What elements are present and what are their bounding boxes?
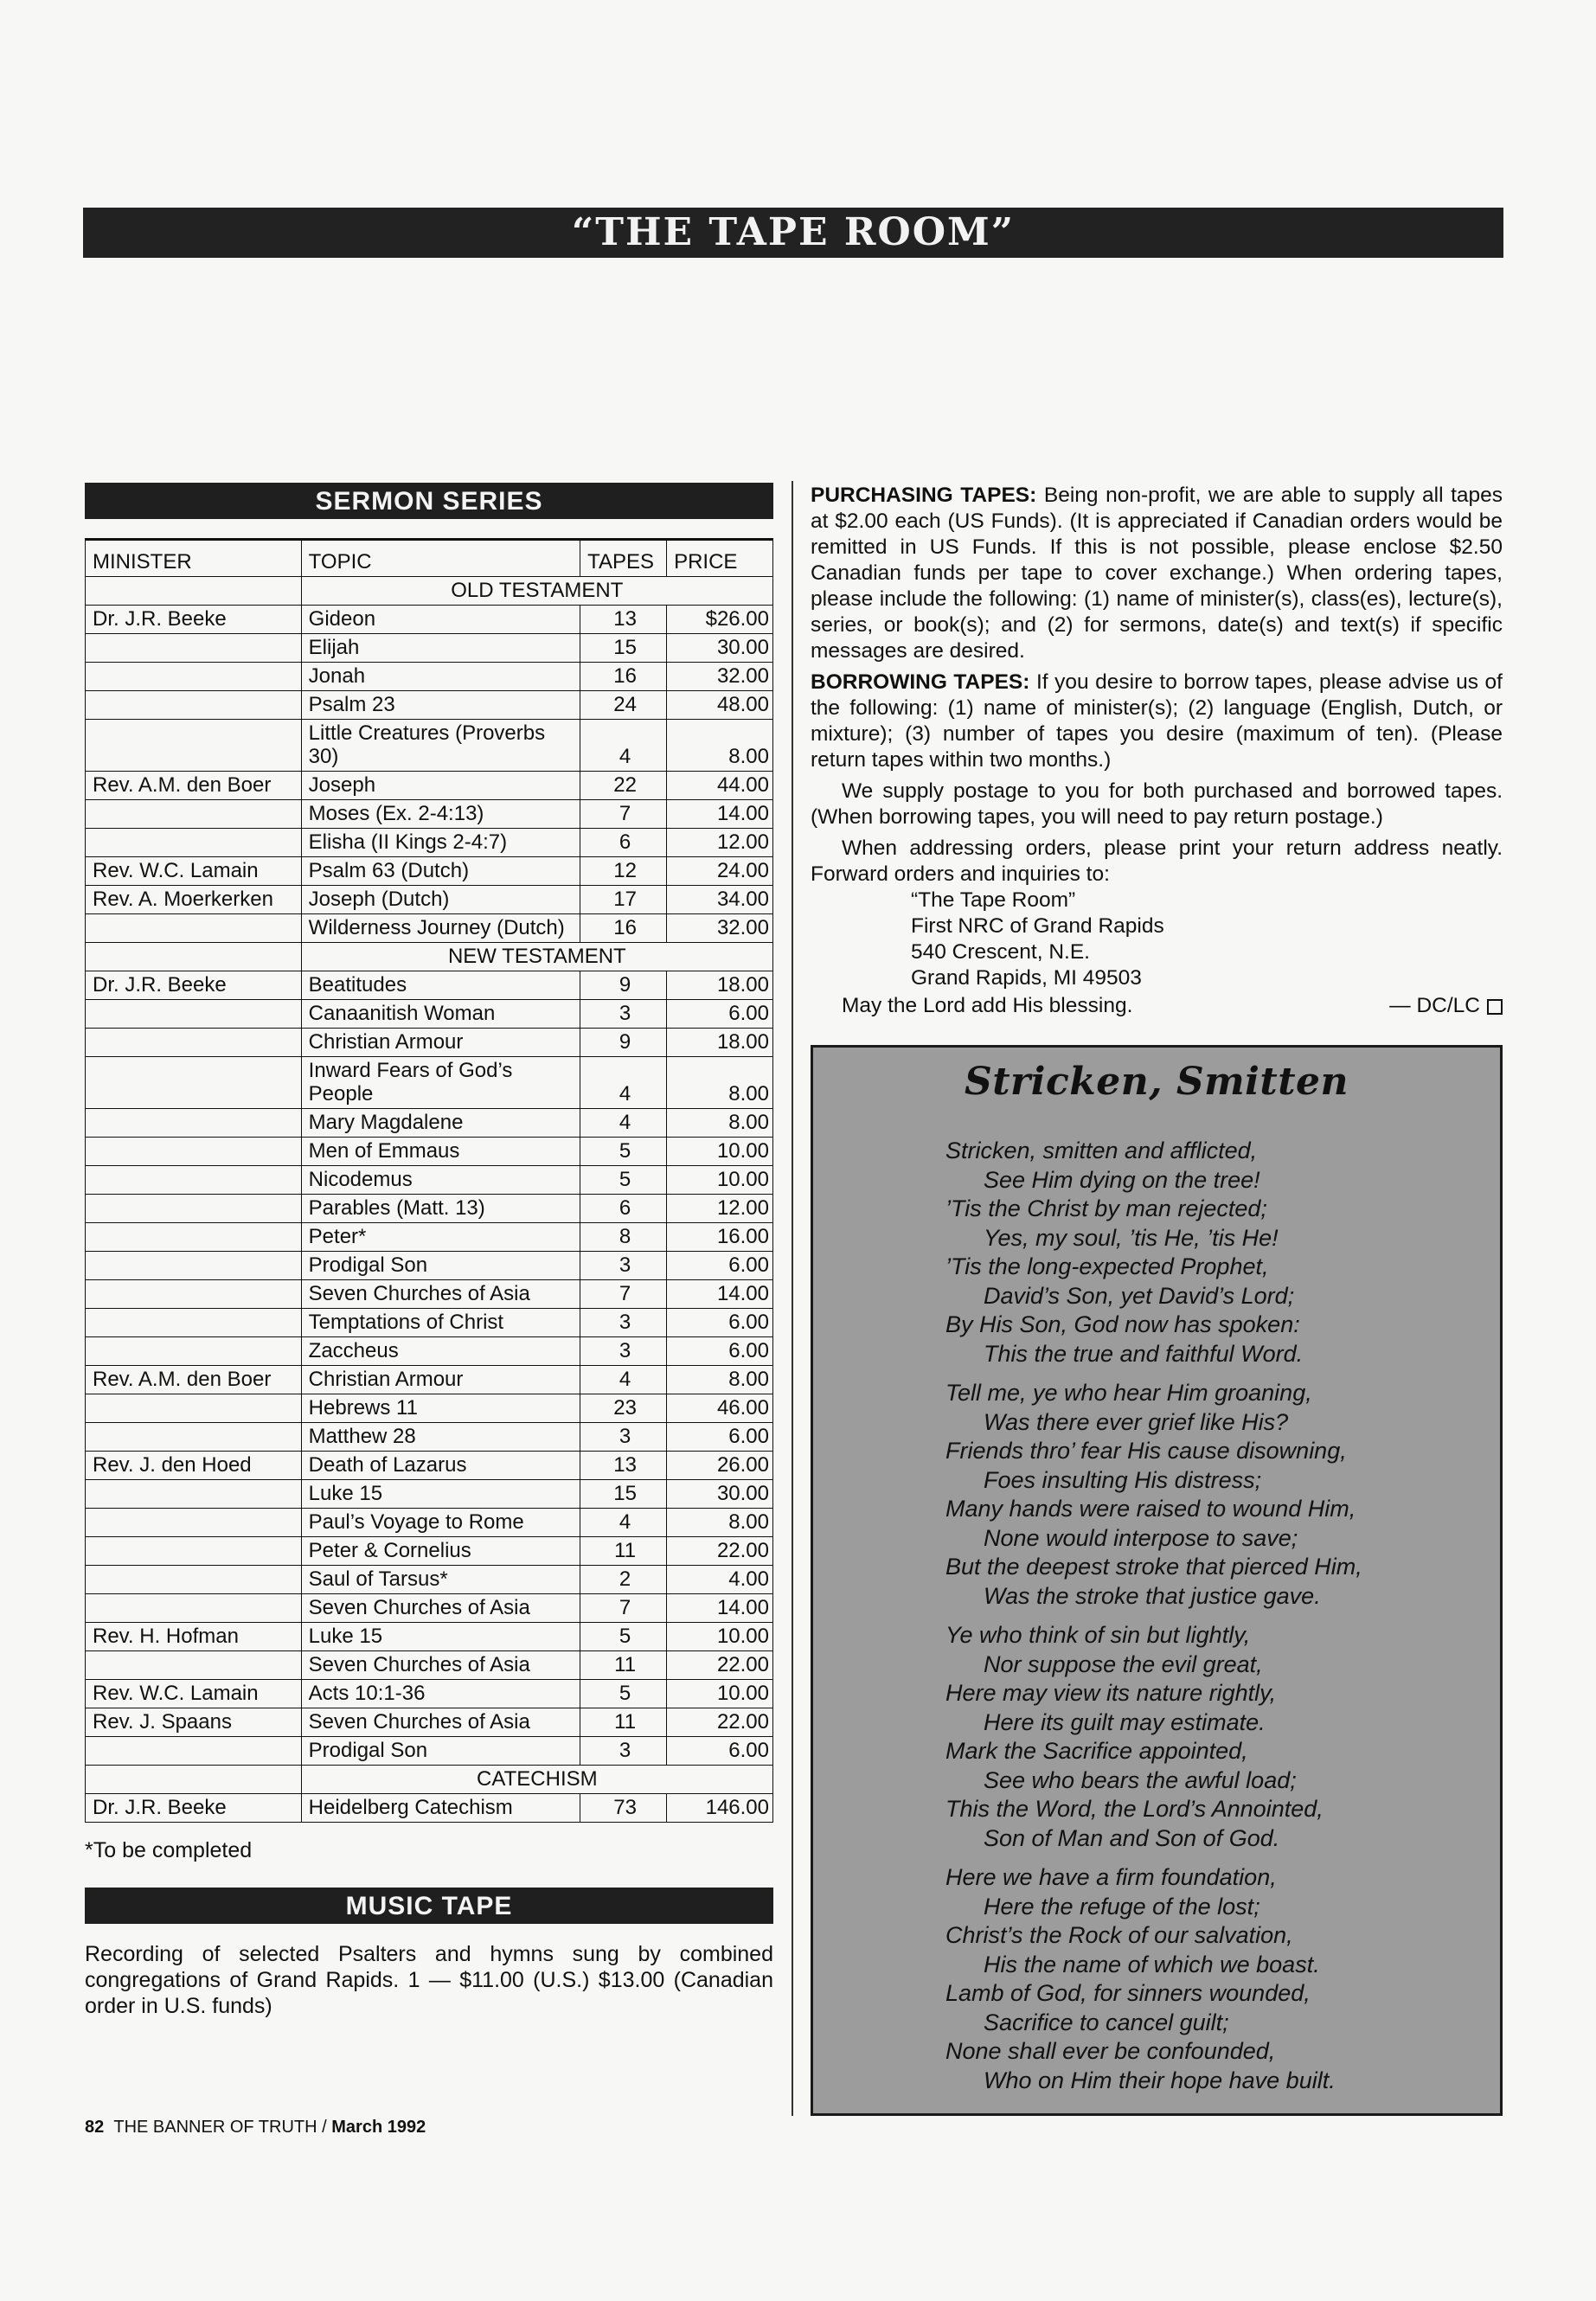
poem-stanza — [945, 1621, 1500, 1853]
tapes-cell: 4 — [580, 720, 667, 772]
sermon-series-table — [85, 538, 773, 1823]
poem-title: Stricken, Smitten — [964, 1060, 1349, 1104]
borrowing-text: If you desire to borrow tapes, please advise us of the following: (1) name of minister(s); (2) language (English, Dutch, or mixture); (3) number of tapes you desire (maximum of ten). (Please return tapes within two months.) — [811, 670, 1503, 772]
minister-cell — [86, 1337, 302, 1366]
section-title: NEW TESTAMENT — [301, 943, 772, 971]
price-cell: 8.00 — [667, 1109, 773, 1138]
table-body — [86, 577, 773, 1823]
price-cell: 18.00 — [667, 1029, 773, 1057]
tapes-cell: 5 — [580, 1623, 667, 1651]
minister-cell — [86, 1029, 302, 1057]
topic-cell: Joseph (Dutch) — [301, 886, 580, 914]
left-column — [85, 483, 773, 2019]
poem-stanza — [945, 1379, 1500, 1611]
tapes-cell: 13 — [580, 606, 667, 634]
tapes-cell: 9 — [580, 1029, 667, 1057]
address-paragraph: When addressing orders, please print your return address neatly. Forward orders and inquiries to: — [811, 836, 1503, 886]
minister-cell — [86, 1057, 302, 1109]
topic-cell: Acts 10:1-36 — [301, 1680, 580, 1708]
price-cell: 32.00 — [667, 663, 773, 691]
minister-cell: Rev. J. den Hoed — [86, 1452, 302, 1480]
table-row — [86, 1423, 773, 1452]
price-cell: 44.00 — [667, 772, 773, 800]
minister-cell: Rev. A.M. den Boer — [86, 772, 302, 800]
minister-cell — [86, 691, 302, 720]
column-header-price: PRICE — [667, 540, 773, 577]
table-row — [86, 1708, 773, 1737]
minister-cell — [86, 1509, 302, 1537]
price-cell: 12.00 — [667, 1195, 773, 1223]
tapes-cell: 12 — [580, 857, 667, 886]
tapes-cell: 22 — [580, 772, 667, 800]
signature: — DC/LC — [1389, 994, 1480, 1017]
table-row — [86, 772, 773, 800]
poem-line: This the true and faithful Word. — [984, 1340, 1304, 1367]
price-cell: 8.00 — [667, 720, 773, 772]
table-row — [86, 720, 773, 772]
topic-cell: Peter & Cornelius — [301, 1537, 580, 1566]
minister-cell: Dr. J.R. Beeke — [86, 606, 302, 634]
postage-paragraph: We supply postage to you for both purchased and borrowed tapes. (When borrowing tapes, you will need to pay return postage.) — [811, 779, 1503, 829]
section-spacer — [86, 1766, 302, 1794]
music-tape-description: Recording of selected Psalters and hymns sung by combined congregations of Grand Rapids. 1 — $11.00 (U.S.) $13.00 (Canadian order in U.S. funds) — [85, 1942, 773, 2018]
borrowing-paragraph — [811, 670, 1503, 773]
table-header-row — [86, 540, 773, 577]
price-cell: 34.00 — [667, 886, 773, 914]
table-row — [86, 1794, 773, 1823]
purchasing-text: Being non-profit, we are able to supply all tapes at $2.00 each (US Funds). (It is appreciated if Canadian orders would be remitted in US Funds. If this is not possible, please enclose $2.50 Canadian funds per tape to cover exchange.) When ordering tapes, please include the following: (1) name of minister(s), class(es), lecture(s), series, or book(s); and (2) for sermons, date(s) and text(s) if specific messages are desired. — [811, 484, 1503, 663]
poem-line: Lamb of God, for sinners wounded, — [945, 1980, 1311, 2006]
price-cell: 8.00 — [667, 1509, 773, 1537]
poem-body — [945, 1137, 1500, 2095]
minister-cell — [86, 1537, 302, 1566]
topic-cell: Wilderness Journey (Dutch) — [301, 914, 580, 943]
minister-cell: Rev. H. Hofman — [86, 1623, 302, 1651]
price-cell: 14.00 — [667, 1280, 773, 1309]
end-mark-icon — [1487, 999, 1503, 1015]
poem-line: Foes insulting His distress; — [984, 1466, 1262, 1493]
address-line: “The Tape Room” — [911, 888, 1076, 912]
tapes-cell: 15 — [580, 1480, 667, 1509]
topic-cell: Seven Churches of Asia — [301, 1651, 580, 1680]
poem-line: Here its guilt may estimate. — [984, 1708, 1266, 1735]
tapes-cell: 4 — [580, 1109, 667, 1138]
poem-line: See who bears the awful load; — [984, 1766, 1297, 1793]
table-row — [86, 1223, 773, 1252]
music-tape-heading: MUSIC TAPE — [85, 1888, 773, 1924]
topic-cell: Saul of Tarsus* — [301, 1566, 580, 1594]
poem-line: Christ’s the Rock of our salvation, — [945, 1922, 1293, 1948]
table-row — [86, 1651, 773, 1680]
page-number: 82 — [85, 2118, 105, 2137]
closing-blessing: May the Lord add His blessing. — [842, 994, 1133, 1017]
tapes-cell: 3 — [580, 1309, 667, 1337]
tapes-cell: 16 — [580, 663, 667, 691]
address-line: First NRC of Grand Rapids — [911, 914, 1164, 938]
column-header-minister: MINISTER — [86, 540, 302, 577]
minister-cell — [86, 1195, 302, 1223]
poem-line: By His Son, God now has spoken: — [945, 1311, 1300, 1337]
tapes-cell: 3 — [580, 1423, 667, 1452]
sermon-series-heading: SERMON SERIES — [85, 483, 773, 519]
tapes-cell: 4 — [580, 1057, 667, 1109]
minister-cell: Dr. J.R. Beeke — [86, 971, 302, 1000]
price-cell: 8.00 — [667, 1057, 773, 1109]
topic-cell: Hebrews 11 — [301, 1394, 580, 1423]
table-row — [86, 1280, 773, 1309]
closing-line — [811, 993, 1503, 1019]
tapes-cell: 3 — [580, 1337, 667, 1366]
tapes-cell: 3 — [580, 1737, 667, 1766]
table-row — [86, 1566, 773, 1594]
table-row — [86, 1138, 773, 1166]
price-cell: 22.00 — [667, 1708, 773, 1737]
minister-cell: Rev. W.C. Lamain — [86, 857, 302, 886]
poem-line: ’Tis the long-expected Prophet, — [945, 1253, 1269, 1279]
section-spacer — [86, 943, 302, 971]
page-title-banner: “THE TAPE ROOM” — [83, 208, 1503, 258]
price-cell: 12.00 — [667, 829, 773, 857]
topic-cell: Death of Lazarus — [301, 1452, 580, 1480]
minister-cell — [86, 1109, 302, 1138]
poem-line: Tell me, ye who hear Him groaning, — [945, 1380, 1312, 1406]
minister-cell — [86, 663, 302, 691]
price-cell: 146.00 — [667, 1794, 773, 1823]
price-cell: 6.00 — [667, 1000, 773, 1029]
poem-line: None would interpose to save; — [984, 1524, 1298, 1551]
poem-line: Here we have a firm foundation, — [945, 1864, 1277, 1890]
table-row — [86, 829, 773, 857]
address-line: 540 Crescent, N.E. — [911, 940, 1090, 964]
price-cell: 14.00 — [667, 1594, 773, 1623]
purchasing-paragraph — [811, 483, 1503, 664]
tapes-cell: 15 — [580, 634, 667, 663]
tapes-cell: 16 — [580, 914, 667, 943]
poem-line: Many hands were raised to wound Him, — [945, 1496, 1356, 1522]
table-row — [86, 1166, 773, 1195]
tapes-cell: 13 — [580, 1452, 667, 1480]
poem-line: Mark the Sacrifice appointed, — [945, 1738, 1248, 1764]
table-row — [86, 1509, 773, 1537]
minister-cell — [86, 914, 302, 943]
minister-cell — [86, 720, 302, 772]
minister-cell — [86, 1000, 302, 1029]
price-cell: 10.00 — [667, 1680, 773, 1708]
price-cell: 10.00 — [667, 1166, 773, 1195]
topic-cell: Men of Emmaus — [301, 1138, 580, 1166]
topic-cell: Christian Armour — [301, 1366, 580, 1394]
footnote: *To be completed — [85, 1838, 253, 1862]
address-line: Grand Rapids, MI 49503 — [911, 966, 1142, 990]
minister-cell — [86, 1594, 302, 1623]
price-cell: 8.00 — [667, 1366, 773, 1394]
table-row — [86, 1594, 773, 1623]
table-row — [86, 1309, 773, 1337]
poem-line: See Him dying on the tree! — [984, 1166, 1260, 1193]
section-row — [86, 943, 773, 971]
table-row — [86, 800, 773, 829]
minister-cell — [86, 634, 302, 663]
price-cell: 4.00 — [667, 1566, 773, 1594]
poem-line: Was the stroke that justice gave. — [984, 1582, 1321, 1609]
tapes-cell: 24 — [580, 691, 667, 720]
tapes-cell: 4 — [580, 1509, 667, 1537]
topic-cell: Gideon — [301, 606, 580, 634]
poem-stanza — [945, 1863, 1500, 2095]
section-spacer — [86, 577, 302, 606]
topic-cell: Luke 15 — [301, 1623, 580, 1651]
topic-cell: Nicodemus — [301, 1166, 580, 1195]
minister-cell — [86, 1138, 302, 1166]
minister-cell — [86, 1651, 302, 1680]
tapes-cell: 2 — [580, 1566, 667, 1594]
topic-cell: Seven Churches of Asia — [301, 1594, 580, 1623]
minister-cell: Rev. A. Moerkerken — [86, 886, 302, 914]
topic-cell: Parables (Matt. 13) — [301, 1195, 580, 1223]
topic-cell: Jonah — [301, 663, 580, 691]
tapes-cell: 6 — [580, 1195, 667, 1223]
topic-cell: Beatitudes — [301, 971, 580, 1000]
price-cell: 14.00 — [667, 800, 773, 829]
section-title: CATECHISM — [301, 1766, 772, 1794]
table-row — [86, 1337, 773, 1366]
minister-cell — [86, 1280, 302, 1309]
tapes-cell: 3 — [580, 1000, 667, 1029]
minister-cell — [86, 800, 302, 829]
table-row — [86, 1452, 773, 1480]
borrowing-label: BORROWING TAPES: — [811, 670, 1030, 694]
poem-line: His the name of which we boast. — [984, 1951, 1320, 1977]
price-cell: 32.00 — [667, 914, 773, 943]
table-row — [86, 857, 773, 886]
minister-cell — [86, 1309, 302, 1337]
tapes-cell: 4 — [580, 1366, 667, 1394]
topic-cell: Mary Magdalene — [301, 1109, 580, 1138]
tapes-cell: 7 — [580, 1280, 667, 1309]
poem-line: Son of Man and Son of God. — [984, 1824, 1280, 1851]
topic-cell: Seven Churches of Asia — [301, 1280, 580, 1309]
topic-cell: Peter* — [301, 1223, 580, 1252]
topic-cell: Canaanitish Woman — [301, 1000, 580, 1029]
price-cell: 16.00 — [667, 1223, 773, 1252]
tapes-cell: 6 — [580, 829, 667, 857]
table-row — [86, 1252, 773, 1280]
poem-line: Nor suppose the evil great, — [984, 1650, 1263, 1677]
price-cell: 24.00 — [667, 857, 773, 886]
tapes-cell: 3 — [580, 1252, 667, 1280]
poem-line: None shall ever be confounded, — [945, 2038, 1276, 2064]
section-row — [86, 577, 773, 606]
poem-line: ’Tis the Christ by man rejected; — [945, 1195, 1267, 1221]
topic-cell: Paul’s Voyage to Rome — [301, 1509, 580, 1537]
table-row — [86, 1480, 773, 1509]
minister-cell — [86, 829, 302, 857]
table-row — [86, 606, 773, 634]
table-row — [86, 1366, 773, 1394]
column-header-topic: TOPIC — [301, 540, 580, 577]
price-cell: 26.00 — [667, 1452, 773, 1480]
poem-line: But the deepest stroke that pierced Him, — [945, 1554, 1362, 1580]
poem-line: Who on Him their hope have built. — [984, 2067, 1336, 2093]
poem-line: Here the refuge of the lost; — [984, 1893, 1260, 1920]
price-cell: 22.00 — [667, 1537, 773, 1566]
table-row — [86, 971, 773, 1000]
price-cell: 6.00 — [667, 1309, 773, 1337]
price-cell: 46.00 — [667, 1394, 773, 1423]
publication-name: THE BANNER OF TRUTH / — [113, 2118, 327, 2137]
tapes-cell: 5 — [580, 1680, 667, 1708]
minister-cell: Rev. W.C. Lamain — [86, 1680, 302, 1708]
topic-cell: Zaccheus — [301, 1337, 580, 1366]
price-cell: 10.00 — [667, 1623, 773, 1651]
minister-cell: Rev. J. Spaans — [86, 1708, 302, 1737]
purchasing-label: PURCHASING TAPES: — [811, 484, 1037, 507]
minister-cell — [86, 1737, 302, 1766]
price-cell: 22.00 — [667, 1651, 773, 1680]
poem-line: This the Word, the Lord’s Annointed, — [945, 1796, 1324, 1822]
section-title: OLD TESTAMENT — [301, 577, 772, 606]
price-cell: 6.00 — [667, 1337, 773, 1366]
minister-cell: Rev. A.M. den Boer — [86, 1366, 302, 1394]
price-cell: 30.00 — [667, 634, 773, 663]
table-row — [86, 914, 773, 943]
column-header-tapes: TAPES — [580, 540, 667, 577]
poem-line: Sacrifice to cancel guilt; — [984, 2009, 1229, 2035]
topic-cell: Prodigal Son — [301, 1252, 580, 1280]
minister-cell — [86, 1394, 302, 1423]
table-row — [86, 1029, 773, 1057]
tapes-cell: 5 — [580, 1166, 667, 1195]
tapes-cell: 11 — [580, 1651, 667, 1680]
price-cell: 10.00 — [667, 1138, 773, 1166]
tapes-cell: 11 — [580, 1708, 667, 1737]
topic-cell: Heidelberg Catechism — [301, 1794, 580, 1823]
topic-cell: Psalm 23 — [301, 691, 580, 720]
topic-cell: Elisha (II Kings 2-4:7) — [301, 829, 580, 857]
table-row — [86, 1623, 773, 1651]
price-cell: 6.00 — [667, 1737, 773, 1766]
poem-line: David’s Son, yet David’s Lord; — [984, 1282, 1295, 1309]
table-row — [86, 663, 773, 691]
minister-cell — [86, 1223, 302, 1252]
poem-line: Was there ever grief like His? — [984, 1408, 1289, 1435]
minister-cell: Dr. J.R. Beeke — [86, 1794, 302, 1823]
topic-cell: Little Creatures (Proverbs 30) — [301, 720, 580, 772]
topic-cell: Psalm 63 (Dutch) — [301, 857, 580, 886]
topic-cell: Matthew 28 — [301, 1423, 580, 1452]
issue-date: March 1992 — [331, 2118, 426, 2137]
topic-cell: Moses (Ex. 2-4:13) — [301, 800, 580, 829]
tapes-cell: 23 — [580, 1394, 667, 1423]
topic-cell: Christian Armour — [301, 1029, 580, 1057]
topic-cell: Inward Fears of God’s People — [301, 1057, 580, 1109]
poem-line: Stricken, smitten and afflicted, — [945, 1138, 1258, 1163]
tapes-cell: 7 — [580, 800, 667, 829]
poem-line: Here may view its nature rightly, — [945, 1680, 1277, 1706]
column-divider — [792, 481, 793, 2116]
table-row — [86, 1057, 773, 1109]
price-cell: $26.00 — [667, 606, 773, 634]
topic-cell: Temptations of Christ — [301, 1309, 580, 1337]
topic-cell: Seven Churches of Asia — [301, 1708, 580, 1737]
table-row — [86, 1680, 773, 1708]
minister-cell — [86, 1166, 302, 1195]
poem-line: Friends thro’ fear His cause disowning, — [945, 1438, 1347, 1464]
tapes-cell: 17 — [580, 886, 667, 914]
signature-block — [1389, 993, 1503, 1019]
tapes-cell: 5 — [580, 1138, 667, 1166]
table-row — [86, 1737, 773, 1766]
poem-line: Ye who think of sin but lightly, — [945, 1622, 1251, 1648]
table-row — [86, 1537, 773, 1566]
topic-cell: Prodigal Son — [301, 1737, 580, 1766]
minister-cell — [86, 1566, 302, 1594]
tapes-cell: 73 — [580, 1794, 667, 1823]
table-row — [86, 691, 773, 720]
section-row — [86, 1766, 773, 1794]
price-cell: 48.00 — [667, 691, 773, 720]
table-row — [86, 886, 773, 914]
poem-stanza — [945, 1137, 1500, 1368]
tapes-cell: 7 — [580, 1594, 667, 1623]
poem-box — [811, 1045, 1503, 2116]
price-cell: 6.00 — [667, 1423, 773, 1452]
tapes-cell: 11 — [580, 1537, 667, 1566]
minister-cell — [86, 1252, 302, 1280]
topic-cell: Luke 15 — [301, 1480, 580, 1509]
tapes-cell: 8 — [580, 1223, 667, 1252]
table-row — [86, 1000, 773, 1029]
price-cell: 6.00 — [667, 1252, 773, 1280]
table-row — [86, 1109, 773, 1138]
tapes-cell: 9 — [580, 971, 667, 1000]
table-row — [86, 634, 773, 663]
right-column — [811, 483, 1503, 1019]
minister-cell — [86, 1480, 302, 1509]
poem-line: Yes, my soul, ’tis He, ’tis He! — [984, 1224, 1279, 1251]
mailing-address — [811, 888, 1503, 991]
minister-cell — [86, 1423, 302, 1452]
page-footer — [85, 2118, 426, 2138]
topic-cell: Elijah — [301, 634, 580, 663]
topic-cell: Joseph — [301, 772, 580, 800]
price-cell: 18.00 — [667, 971, 773, 1000]
table-row — [86, 1195, 773, 1223]
price-cell: 30.00 — [667, 1480, 773, 1509]
table-row — [86, 1394, 773, 1423]
